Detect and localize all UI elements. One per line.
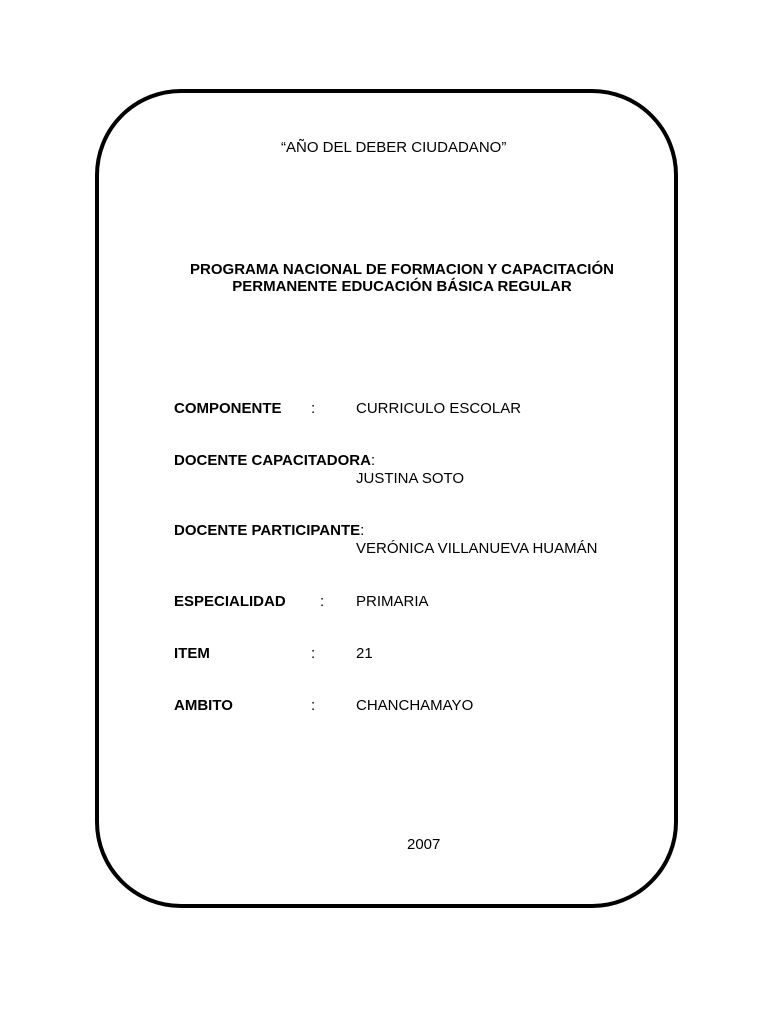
item-separator: : (311, 645, 316, 662)
docente-capacitadora-separator: : (370, 452, 376, 469)
docente-capacitadora-value: JUSTINA SOTO (356, 470, 465, 487)
ambito-label: AMBITO (174, 697, 233, 714)
program-title-line-2: PERMANENTE EDUCACIÓN BÁSICA REGULAR (232, 278, 572, 295)
item-label: ITEM (174, 645, 210, 662)
docente-participante-separator: : (360, 522, 365, 539)
componente-value: CURRICULO ESCOLAR (356, 400, 522, 417)
ambito-separator: : (311, 697, 316, 714)
motto: “AÑO DEL DEBER CIUDADANO” (281, 139, 507, 156)
docente-participante-label: DOCENTE PARTICIPANTE (174, 522, 361, 539)
ambito-value: CHANCHAMAYO (356, 697, 474, 714)
year: 2007 (407, 836, 441, 853)
especialidad-value: PRIMARIA (356, 593, 429, 610)
especialidad-label: ESPECIALIDAD (174, 593, 286, 610)
componente-label: COMPONENTE (174, 400, 282, 417)
componente-separator: : (311, 400, 316, 417)
program-title-line-1: PROGRAMA NACIONAL DE FORMACION Y CAPACITACIÓN (190, 261, 614, 278)
docente-participante-value: VERÓNICA VILLANUEVA HUAMÁN (356, 540, 598, 557)
especialidad-separator: : (320, 593, 325, 610)
docente-participante-row (174, 522, 364, 539)
rounded-page-border (95, 89, 678, 908)
docente-capacitadora-row (174, 452, 375, 469)
item-value: 21 (356, 645, 373, 662)
docente-capacitadora-label: DOCENTE CAPACITADORA (174, 452, 371, 469)
